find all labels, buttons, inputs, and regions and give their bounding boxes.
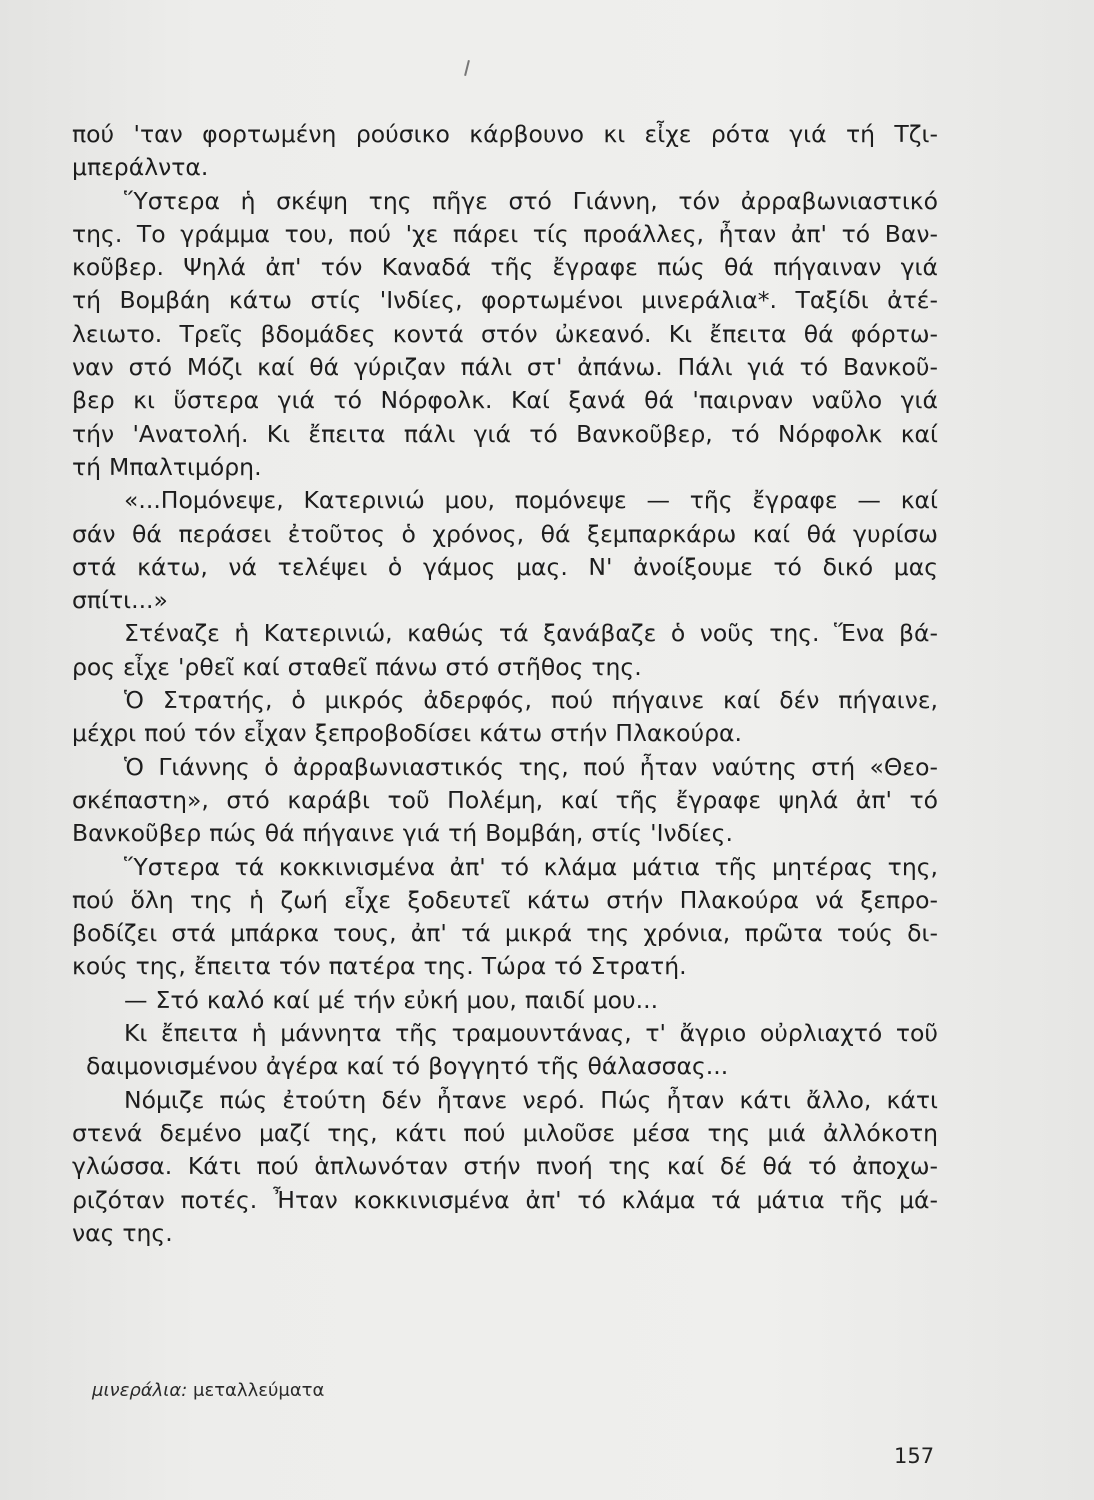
body-text: [72, 118, 938, 1250]
text-line: κοῦβερ. Ψηλά ἀπ' τόν Καναδά τῆς ἔγραφε πώς θά πήγαιναν γιά: [72, 253, 938, 282]
text-line: πού 'ταν φορτωμένη ρούσικο κάρβουνο κι εἶχε ρότα γιά τή Τζι-: [72, 120, 938, 148]
paragraph: [72, 617, 938, 684]
pencil-mark: [464, 60, 470, 76]
text-line: τή Μπαλτιμόρη.: [72, 452, 262, 481]
text-line: ναν στό Μόζι καί θά γύριζαν πάλι στ' ἀπάνω. Πάλι γιά τό Βανκοῦ-: [72, 353, 938, 382]
text-line: τή Βομβάη κάτω στίς 'Ινδίες, φορτωμένοι μινεράλια*. Ταξίδι ἀτέ-: [72, 286, 938, 315]
paragraph: [72, 751, 938, 851]
paragraph: [72, 118, 938, 185]
paragraph: [72, 984, 938, 1017]
text-line: σκέπαστη», στό καράβι τοῦ Πολέμη, καί τῆς ἔγραφε ψηλά ἀπ' τό: [72, 785, 938, 814]
text-line: Ὁ Στρατής, ὁ μικρός ἀδερφός, πού πήγαινε καί δέν πήγαινε,: [124, 686, 938, 715]
text-line: γλώσσα. Κάτι πού ἁπλωνόταν στήν πνοή της καί δέ θά τό ἀποχω-: [72, 1152, 938, 1181]
text-line: Βανκοῦβερ πώς θά πήγαινε γιά τή Βομβάη, στίς 'Ινδίες.: [72, 819, 733, 848]
text-line: σπίτι...»: [72, 586, 168, 615]
text-line: νας της.: [72, 1218, 173, 1247]
paragraph: [72, 484, 938, 617]
text-line: βοδίζει στά μπάρκα τους, ἀπ' τά μικρά της χρόνια, πρῶτα τούς δι-: [72, 919, 938, 948]
text-line: δαιμονισμένου ἀγέρα καί τό βογγητό τῆς θάλασσας...: [86, 1052, 729, 1081]
text-line: της. Το γράμμα του, πού 'χε πάρει τίς προάλλες, ἦταν ἀπ' τό Βαν-: [72, 219, 938, 248]
text-line: κούς της, ἔπειτα τόν πατέρα της. Τώρα τό Στρατή.: [72, 952, 687, 981]
text-line: — Στό καλό καί μέ τήν εὐκή μου, παιδί μου...: [124, 985, 659, 1014]
text-line: ριζόταν ποτές. Ἦταν κοκκινισμένα ἀπ' τό κλάμα τά μάτια τῆς μά-: [72, 1185, 938, 1214]
text-line: σάν θά περάσει ἐτοῦτος ὁ χρόνος, θά ξεμπαρκάρω καί θά γυρίσω: [72, 519, 938, 548]
text-line: Ὕστερα ἡ σκέψη της πῆγε στό Γιάννη, τόν ἀρραβωνιαστικό: [124, 186, 938, 215]
page-number: 157: [894, 1444, 935, 1468]
footnote-definition: μεταλλεύματα: [193, 1380, 325, 1401]
footnote-term: μινεράλια:: [92, 1380, 188, 1401]
text-line: πού ὅλη της ἡ ζωή εἶχε ξοδευτεῖ κάτω στήν Πλακούρα νά ξεπρο-: [72, 885, 938, 914]
text-line: Ὁ Γιάννης ὁ ἀρραβωνιαστικός της, πού ἦταν ναύτης στή «Θεο-: [124, 752, 938, 781]
text-line: ρος εἶχε 'ρθεῖ καί σταθεῖ πάνω στό στῆθος της.: [72, 652, 642, 681]
text-line: λειωτο. Τρεῖς βδομάδες κοντά στόν ὠκεανό. Κι ἔπειτα θά φόρτω-: [72, 319, 938, 348]
paragraph: [72, 1084, 938, 1250]
text-line: βερ κι ὕστερα γιά τό Νόρφολκ. Καί ξανά θά 'παιρναν ναῦλο γιά: [72, 386, 938, 415]
text-line: τήν 'Ανατολή. Κι ἔπειτα πάλι γιά τό Βανκοῦβερ, τό Νόρφολκ καί: [72, 419, 938, 448]
footnote: [92, 1380, 324, 1401]
text-line: Νόμιζε πώς ἐτούτη δέν ἦτανε νερό. Πώς ἦταν κάτι ἄλλο, κάτι: [124, 1085, 938, 1114]
paragraph: [72, 851, 938, 984]
text-line: μπεράλντα.: [72, 153, 209, 182]
text-line: Ὕστερα τά κοκκινισμένα ἀπ' τό κλάμα μάτια τῆς μητέρας της,: [124, 852, 938, 881]
paragraph: [72, 684, 938, 751]
text-line: στενά δεμένο μαζί της, κάτι πού μιλοῦσε μέσα της μιά ἀλλόκοτη: [72, 1118, 938, 1147]
text-line: μέχρι πού τόν εἶχαν ξεπροβοδίσει κάτω στήν Πλακούρα.: [72, 719, 743, 748]
text-line: Στέναζε ἡ Κατερινιώ, καθώς τά ξανάβαζε ὁ νοῦς της. Ἕνα βά-: [124, 619, 938, 648]
text-line: Κι ἔπειτα ἡ μάννητα τῆς τραμουντάνας, τ' ἄγριο οὐρλιαχτό τοῦ: [124, 1019, 938, 1048]
paragraph: [72, 185, 938, 485]
paragraph: [72, 1017, 938, 1084]
text-line: «...Πομόνεψε, Κατερινιώ μου, πομόνεψε — τῆς ἔγραφε — καί: [124, 486, 938, 515]
text-line: στά κάτω, νά τελέψει ὁ γάμος μας. Ν' ἀνοίξουμε τό δικό μας: [72, 552, 938, 581]
